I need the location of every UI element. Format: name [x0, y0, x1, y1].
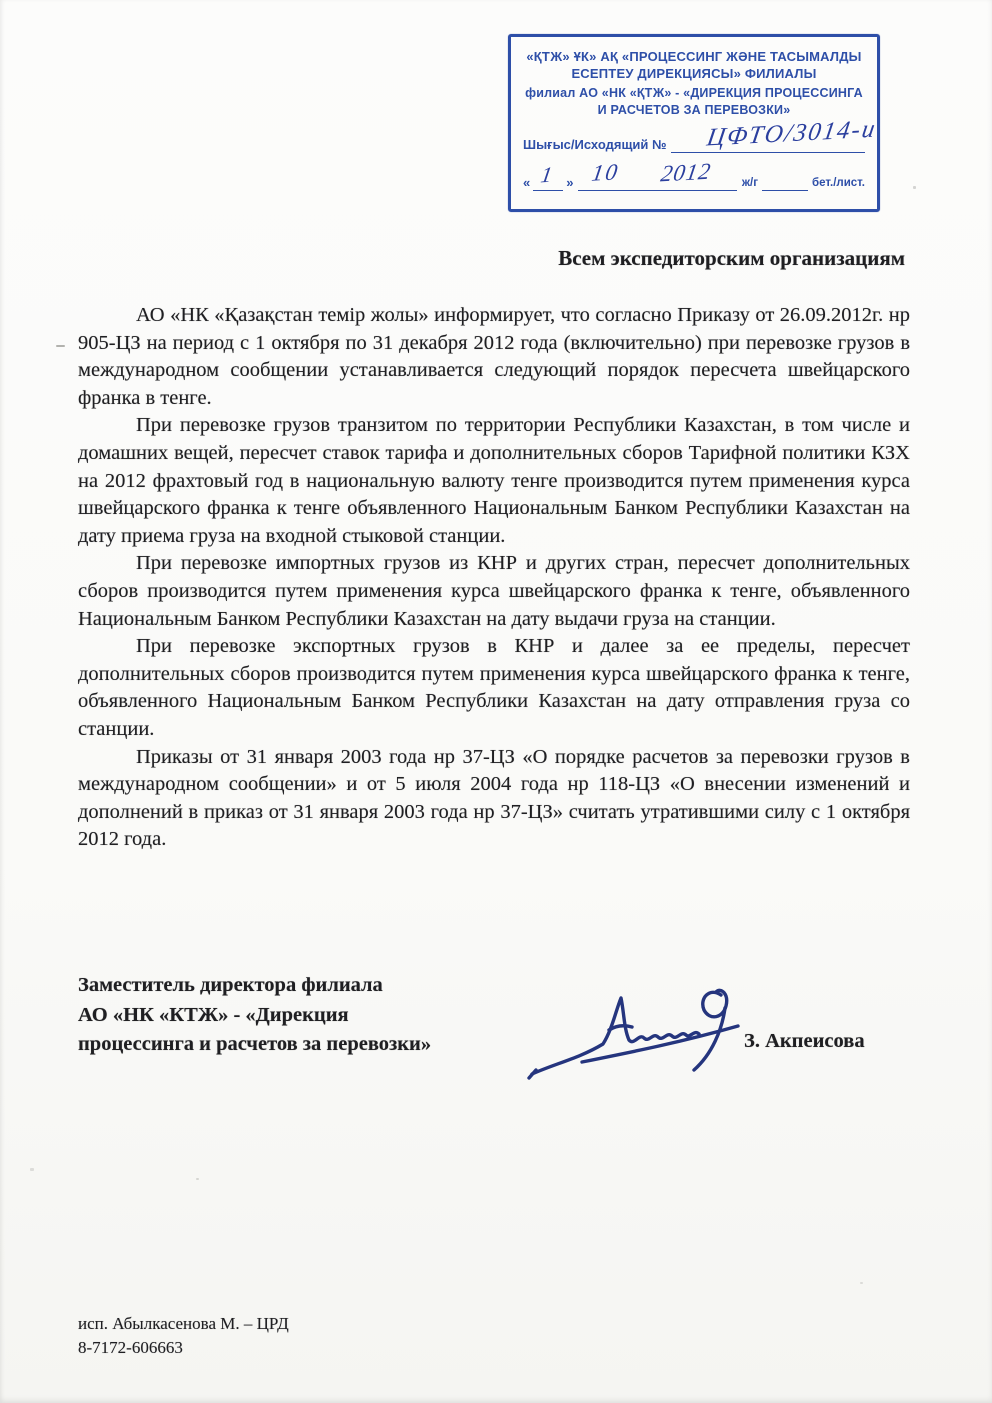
letter-paragraph: АО «НК «Қазақстан темір жолы» информирует, что согласно Приказу от 26.09.2012г. нр 905-ЦЗ на период с 1 октября по 31 декабря 2012 года (включительно) при перевозке грузов в международном сообщении устанавливается следующий порядок пересчета швейцарского франка в тенге. — [78, 304, 910, 409]
date-month-blank — [578, 158, 736, 191]
stamp-org-kk-line1: «ҚТЖ» ҰК» АҚ «ПРОЦЕССИНГ ЖӘНЕ ТАСЫМАЛДЫ — [526, 49, 862, 64]
stamp-org-kk-line2: ЕСЕПТЕУ ДИРЕКЦИЯСЫ» ФИЛИАЛЫ — [571, 66, 817, 81]
signer-name: З. Акпеисова — [744, 1030, 865, 1052]
executor-note: исп. Абылкасенова М. – ЦРД — [78, 1314, 289, 1333]
letter-paragraph: При перевозке грузов транзитом по территории Республики Казахстан, в том числе и домашних вещей, пересчет ставок тарифа и дополнительных сборов Тарифной политики КЗХ на 2012 фрахтовый год в национальную валюту тенге производится путем применения курса швейцарского франка к тенге объявленного Национальным Банком Республики Казахстан на дату приема груза на входной стыковой станции. — [78, 414, 910, 547]
footer-block — [78, 1312, 289, 1360]
stamp-date-row — [523, 158, 865, 191]
executor-phone: 8-7172-606663 — [78, 1338, 183, 1357]
scan-artifact — [56, 345, 65, 347]
signature-title-line: АО «НК «КТЖ» - «Дирекция — [78, 1003, 349, 1026]
signature-title-line: процессинга и расчетов за перевозки» — [78, 1033, 432, 1055]
stamp-org-ru-line1: филиал АО «НК «ҚТЖ» - «ДИРЕКЦИЯ ПРОЦЕССИНГА — [525, 86, 863, 100]
sheets-blank — [762, 170, 808, 191]
signature-title-block — [78, 971, 431, 1060]
outgoing-number-handwritten-value: ЦФТО/3014-и — [704, 115, 879, 152]
date-close-quote: » — [566, 175, 574, 190]
date-year-unit-label: ж/г — [741, 177, 759, 189]
letter-paragraph: При перевозке экспортных грузов в КНР и далее за ее пределы, пересчет дополнительных сборов производится путем применения курса швейцарского франка к тенге, объявленного Национальным Банком Республики Казахстан на дату отправления груза со станции. — [78, 635, 910, 740]
addressee-heading: Всем экспедиторским организациям — [558, 246, 905, 270]
date-day-handwritten: 1 — [539, 161, 555, 188]
letter-paragraph: Приказы от 31 января 2003 года нр 37-ЦЗ «О порядке расчетов за перевозки грузов в международном сообщении» и от 5 июля 2004 года нр 118-ЦЗ «О внесении изменений и дополнений в приказ от 31 января 2003 года нр 37-ЦЗ» считать утратившими силу с 1 октября 2012 года. — [78, 745, 910, 851]
sheets-label: бет./лист. — [812, 177, 865, 189]
scan-artifact — [860, 1282, 863, 1284]
outgoing-number-label: Шығыс/Исходящий № — [523, 137, 667, 152]
outgoing-number-row — [523, 115, 879, 153]
stamp-org-ru-line2: И РАСЧЕТОВ ЗА ПЕРЕВОЗКИ» — [597, 103, 791, 117]
stamp-box — [508, 34, 880, 212]
date-open-quote: « — [523, 175, 531, 190]
signature-title-line: Заместитель директора филиала — [78, 974, 383, 996]
date-year-handwritten: 2012 — [658, 158, 713, 187]
scan-artifact — [30, 1168, 34, 1171]
handwritten-signature — [524, 968, 752, 1088]
date-month-handwritten: 10 — [590, 159, 622, 186]
letter-body — [78, 302, 910, 854]
outgoing-number-blank — [671, 115, 879, 153]
letter-paragraph: При перевозке импортных грузов из КНР и других стран, пересчет дополнительных сборов производится путем применения курса швейцарского франка к тенге, объявленного Национальным Банком Республики Казахстан на дату выдачи груза на станции. — [78, 552, 910, 630]
date-day-blank — [533, 161, 563, 191]
scan-artifact — [913, 186, 916, 189]
scan-artifact — [196, 1178, 199, 1180]
